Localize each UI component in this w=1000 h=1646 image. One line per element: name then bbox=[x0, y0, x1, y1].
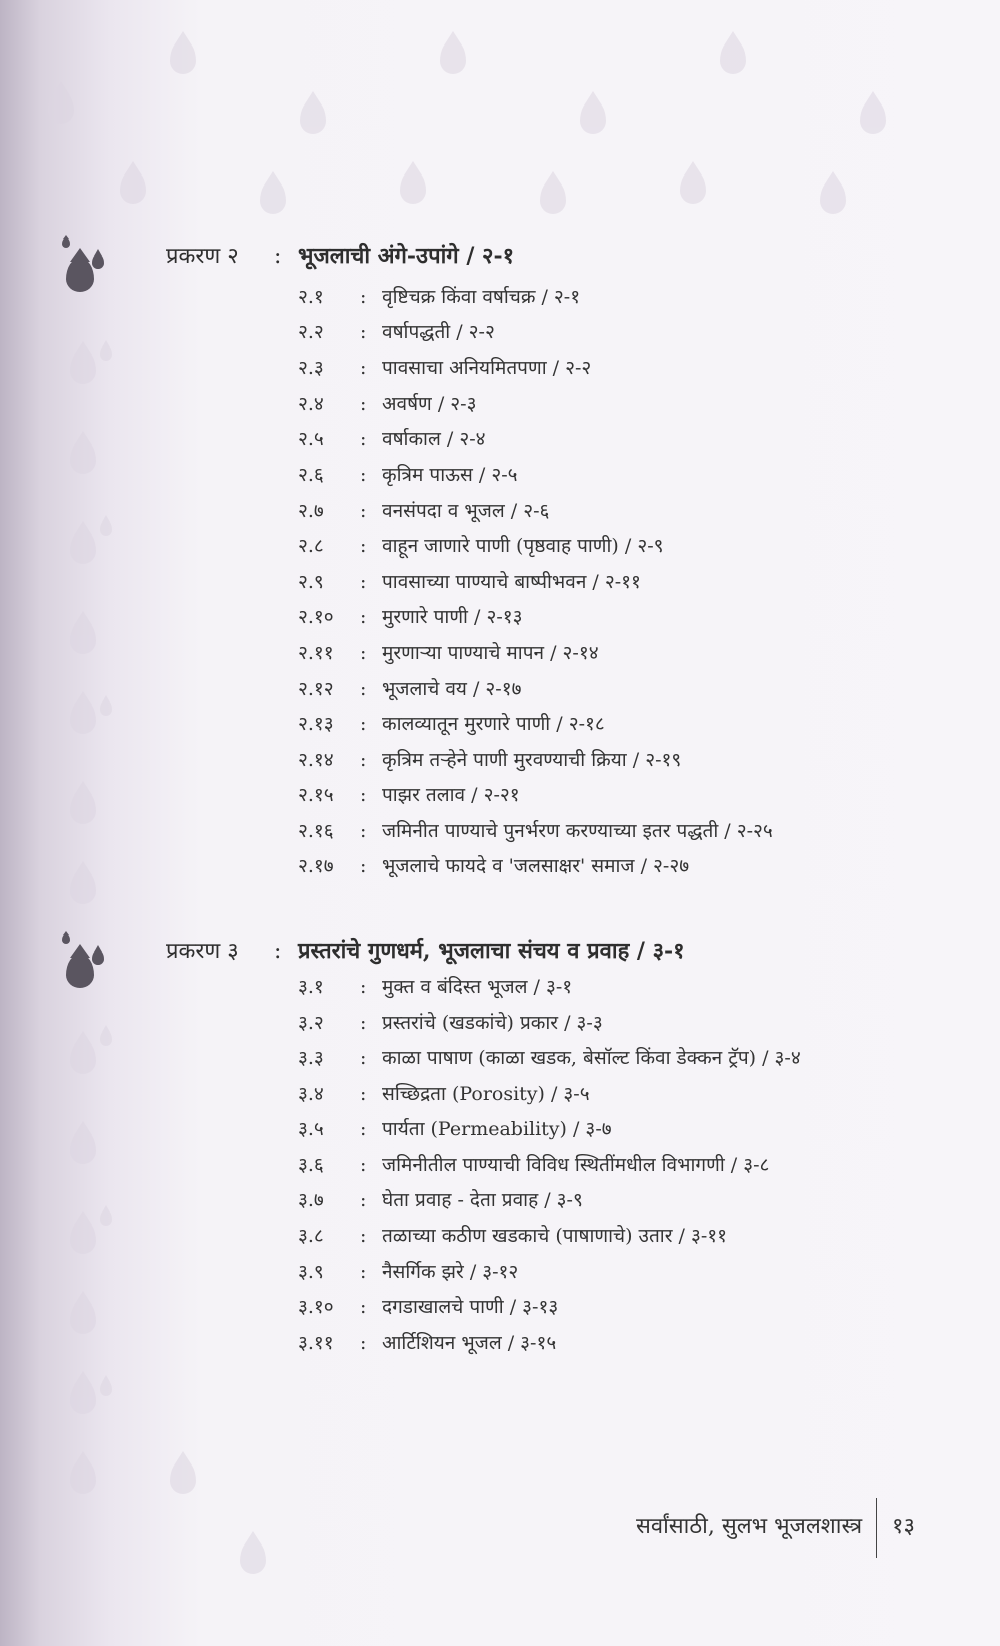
entry-text: कालव्यातून मुरणारे पाणी / २-१८ bbox=[382, 713, 605, 735]
toc-entry: ३.११ : आर्टिशियन भूजल / ३-१५ bbox=[298, 1332, 557, 1354]
entry-text: सच्छिद्रता (Porosity) / ३-५ bbox=[382, 1083, 590, 1105]
entry-text: अवर्षण / २-३ bbox=[382, 393, 477, 415]
toc-entry: ३.८ : तळाच्या कठीण खडकाचे (पाषाणाचे) उतार / ३-११ bbox=[298, 1225, 728, 1247]
toc-entry: २.१ : वृष्टिचक्र किंवा वर्षाचक्र / २-१ bbox=[298, 286, 581, 308]
toc-entry: ३.५ : पार्यता (Permeability) / ३-७ bbox=[298, 1118, 612, 1140]
entry-text: काळा पाषाण (काळा खडक, बेसॉल्ट किंवा डेक्कन ट्रॅप) / ३-४ bbox=[382, 1047, 801, 1069]
toc-entry: २.९ : पावसाच्या पाण्याचे बाष्पीभवन / २-११ bbox=[298, 571, 641, 593]
page-number: १३ bbox=[892, 1514, 915, 1539]
entry-text: वर्षापद्धती / २-२ bbox=[382, 321, 495, 343]
toc-entry: ३.७ : घेता प्रवाह - देता प्रवाह / ३-९ bbox=[298, 1189, 583, 1211]
entry-text: कृत्रिम तऱ्हेने पाणी मुरवण्याची क्रिया / २-१९ bbox=[382, 749, 682, 771]
entry-text: नैसर्गिक झरे / ३-१२ bbox=[382, 1261, 519, 1283]
chapter-drops-icon bbox=[58, 236, 108, 296]
entry-text: पावसाचा अनियमितपणा / २-२ bbox=[382, 357, 592, 379]
chapter-heading bbox=[166, 240, 514, 270]
entry-text: जमिनीतील पाण्याची विविध स्थितींमधील विभागणी / ३-८ bbox=[382, 1154, 770, 1176]
entry-text: मुरणाऱ्या पाण्याचे मापन / २-१४ bbox=[382, 642, 599, 664]
toc-entry: २.४ : अवर्षण / २-३ bbox=[298, 393, 477, 415]
toc-entry: ३.३ : काळा पाषाण (काळा खडक, बेसॉल्ट किंवा डेक्कन ट्रॅप) / ३-४ bbox=[298, 1047, 801, 1069]
toc-entry: २.१२ : भूजलाचे वय / २-१७ bbox=[298, 678, 522, 700]
toc-entry: २.१६ : जमिनीत पाण्याचे पुनर्भरण करण्याच्या इतर पद्धती / २-२५ bbox=[298, 820, 773, 842]
entry-text: वनसंपदा व भूजल / २-६ bbox=[382, 500, 550, 522]
toc-entry: २.१४ : कृत्रिम तऱ्हेने पाणी मुरवण्याची क्रिया / २-१९ bbox=[298, 749, 682, 771]
entry-text: प्रस्तरांचे (खडकांचे) प्रकार / ३-३ bbox=[382, 1012, 603, 1034]
chapter-drops-icon bbox=[58, 932, 108, 992]
toc-entry: ३.१० : दगडाखालचे पाणी / ३-१३ bbox=[298, 1296, 559, 1318]
chapter-heading bbox=[166, 935, 685, 965]
entry-text: कृत्रिम पाऊस / २-५ bbox=[382, 464, 518, 486]
toc-entry: २.८ : वाहून जाणारे पाणी (पृष्ठवाह पाणी) / २-९ bbox=[298, 535, 664, 557]
toc-entry: ३.६ : जमिनीतील पाण्याची विविध स्थितींमधील विभागणी / ३-८ bbox=[298, 1154, 770, 1176]
toc-entry: २.७ : वनसंपदा व भूजल / २-६ bbox=[298, 500, 550, 522]
chapter-title: प्रस्तरांचे गुणधर्म, भूजलाचा संचय व प्रवाह / ३-१ bbox=[298, 938, 685, 964]
entry-text: पार्यता (Permeability) / ३-७ bbox=[382, 1118, 612, 1140]
toc-entry: २.१७ : भूजलाचे फायदे व 'जलसाक्षर' समाज / २-२७ bbox=[298, 855, 690, 877]
separator: : bbox=[274, 244, 282, 269]
toc-entry: २.५ : वर्षाकाल / २-४ bbox=[298, 428, 486, 450]
entry-text: दगडाखालचे पाणी / ३-१३ bbox=[382, 1296, 559, 1318]
footer-book-title: सर्वांसाठी, सुलभ भूजलशास्त्र bbox=[636, 1514, 863, 1539]
entry-text: पावसाच्या पाण्याचे बाष्पीभवन / २-११ bbox=[382, 571, 641, 593]
entry-text: भूजलाचे वय / २-१७ bbox=[382, 678, 522, 700]
toc-entry: ३.४ : सच्छिद्रता (Porosity) / ३-५ bbox=[298, 1083, 590, 1105]
toc-entry: २.१३ : कालव्यातून मुरणारे पाणी / २-१८ bbox=[298, 713, 605, 735]
entry-text: मुरणारे पाणी / २-१३ bbox=[382, 606, 523, 628]
entry-text: आर्टिशियन भूजल / ३-१५ bbox=[382, 1332, 557, 1354]
entry-text: भूजलाचे फायदे व 'जलसाक्षर' समाज / २-२७ bbox=[382, 855, 690, 877]
entry-text: वर्षाकाल / २-४ bbox=[382, 428, 486, 450]
entry-text: मुक्त व बंदिस्त भूजल / ३-१ bbox=[382, 976, 573, 998]
chapter-title: भूजलाची अंगे-उपांगे / २-१ bbox=[298, 243, 515, 269]
entry-text: पाझर तलाव / २-२१ bbox=[382, 784, 520, 806]
entry-text: जमिनीत पाण्याचे पुनर्भरण करण्याच्या इतर पद्धती / २-२५ bbox=[382, 820, 773, 842]
toc-entry: २.३ : पावसाचा अनियमितपणा / २-२ bbox=[298, 357, 592, 379]
toc-entry: २.६ : कृत्रिम पाऊस / २-५ bbox=[298, 464, 518, 486]
toc-entry: ३.९ : नैसर्गिक झरे / ३-१२ bbox=[298, 1261, 519, 1283]
toc-entry: ३.२ : प्रस्तरांचे (खडकांचे) प्रकार / ३-३ bbox=[298, 1012, 603, 1034]
chapter-label: प्रकरण २ bbox=[166, 244, 239, 269]
toc-entry: २.११ : मुरणाऱ्या पाण्याचे मापन / २-१४ bbox=[298, 642, 599, 664]
toc-entry: २.१० : मुरणारे पाणी / २-१३ bbox=[298, 606, 523, 628]
footer-divider bbox=[876, 1498, 877, 1558]
entry-text: वाहून जाणारे पाणी (पृष्ठवाह पाणी) / २-९ bbox=[382, 535, 664, 557]
entry-text: घेता प्रवाह - देता प्रवाह / ३-९ bbox=[382, 1189, 583, 1211]
entry-text: तळाच्या कठीण खडकाचे (पाषाणाचे) उतार / ३-११ bbox=[382, 1225, 728, 1247]
entry-text: वृष्टिचक्र किंवा वर्षाचक्र / २-१ bbox=[382, 286, 581, 308]
toc-entry: ३.१ : मुक्त व बंदिस्त भूजल / ३-१ bbox=[298, 976, 573, 998]
separator: : bbox=[274, 939, 282, 964]
chapter-label: प्रकरण ३ bbox=[166, 939, 239, 964]
toc-entry: २.१५ : पाझर तलाव / २-२१ bbox=[298, 784, 520, 806]
toc-entry: २.२ : वर्षापद्धती / २-२ bbox=[298, 321, 495, 343]
